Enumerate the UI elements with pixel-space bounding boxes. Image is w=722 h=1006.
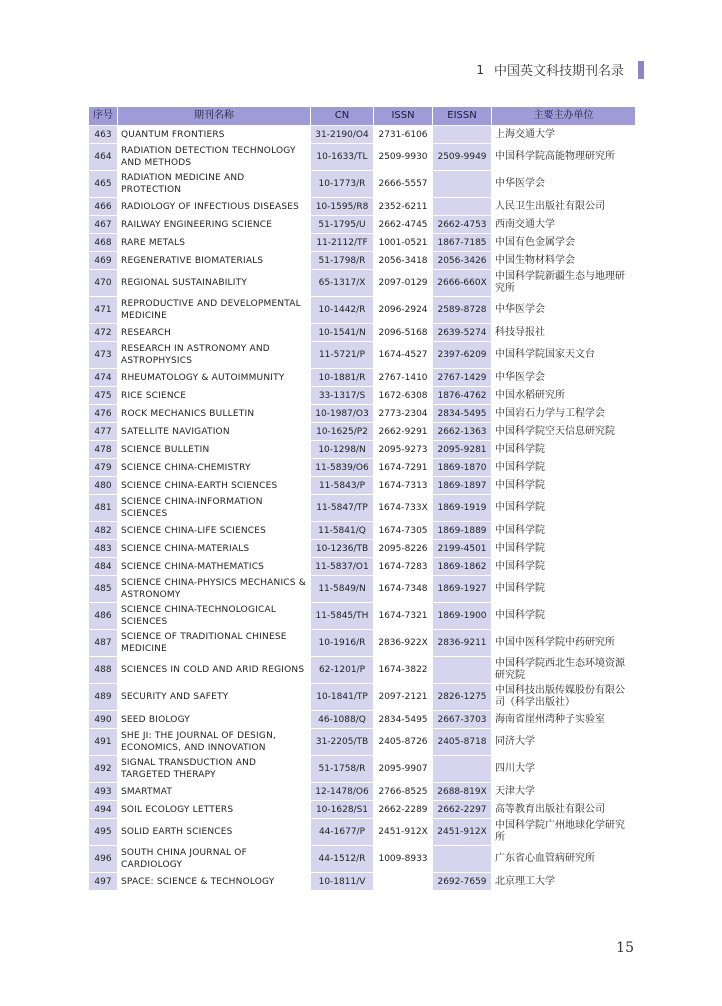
cell-no: 467 [89,216,118,234]
cell-eissn: 2767-1429 [433,369,492,387]
cell-journal-name: SOIL ECOLOGY LETTERS [118,801,311,819]
cell-journal-name: RARE METALS [118,234,311,252]
cell-no: 479 [89,459,118,477]
cell-organization: 中华医学会 [492,369,636,387]
cell-organization: 天津大学 [492,783,636,801]
cell-organization: 中华医学会 [492,171,636,198]
table-body [89,126,636,891]
cell-eissn: 2509-9949 [433,144,492,171]
cell-issn: 2352-6211 [374,198,433,216]
cell-issn: 2767-1410 [374,369,433,387]
cell-cn: 10-1916/R [311,630,374,657]
table-row [89,729,636,756]
cell-issn: 2095-9907 [374,756,433,783]
cell-issn: 2731-6106 [374,126,433,144]
cell-organization: 高等教育出版社有限公司 [492,801,636,819]
cell-organization: 中国科学院新疆生态与地理研究所 [492,270,636,297]
cell-cn: 10-1811/V [311,873,374,891]
cell-organization: 中国生物材料学会 [492,252,636,270]
cell-cn: 31-2205/TB [311,729,374,756]
cell-issn: 2096-5168 [374,324,433,342]
column-header-issn: ISSN [374,107,433,126]
cell-no: 492 [89,756,118,783]
cell-issn: 2662-9291 [374,423,433,441]
cell-eissn: 1869-1897 [433,477,492,495]
table-row [89,756,636,783]
cell-no: 493 [89,783,118,801]
cell-journal-name: SHE JI: THE JOURNAL OF DESIGN, ECONOMICS, AND INNOVATION [118,729,311,756]
table-row [89,711,636,729]
cell-organization: 中国科学院 [492,477,636,495]
cell-journal-name: SCIENCES IN COLD AND ARID REGIONS [118,657,311,684]
cell-cn: 11-5845/TH [311,603,374,630]
cell-organization: 中国科学院 [492,558,636,576]
table-row [89,657,636,684]
cell-journal-name: REPRODUCTIVE AND DEVELOPMENTAL MEDICINE [118,297,311,324]
table-row [89,522,636,540]
cell-issn: 1672-6308 [374,387,433,405]
cell-no: 465 [89,171,118,198]
header-accent-bar [638,61,644,79]
cell-cn: 11-5721/P [311,342,374,369]
cell-no: 469 [89,252,118,270]
cell-organization: 上海交通大学 [492,126,636,144]
cell-journal-name: SCIENCE OF TRADITIONAL CHINESE MEDICINE [118,630,311,657]
cell-organization: 北京理工大学 [492,873,636,891]
cell-issn: 1674-7305 [374,522,433,540]
cell-no: 482 [89,522,118,540]
cell-journal-name: SOUTH CHINA JOURNAL OF CARDIOLOGY [118,846,311,873]
cell-eissn: 1867-7185 [433,234,492,252]
table-row [89,801,636,819]
cell-issn: 2836-922X [374,630,433,657]
cell-cn: 10-1595/R8 [311,198,374,216]
cell-organization: 中国科学院国家天文台 [492,342,636,369]
cell-no: 496 [89,846,118,873]
cell-eissn: 2834-5495 [433,405,492,423]
cell-cn: 10-1987/O3 [311,405,374,423]
cell-issn: 1674-7283 [374,558,433,576]
cell-no: 471 [89,297,118,324]
table-row [89,630,636,657]
cell-issn: 2773-2304 [374,405,433,423]
cell-issn: 1674-3822 [374,657,433,684]
table-row [89,324,636,342]
cell-no: 490 [89,711,118,729]
cell-journal-name: RICE SCIENCE [118,387,311,405]
cell-organization: 中国科学院 [492,441,636,459]
cell-issn: 1009-8933 [374,846,433,873]
cell-issn: 1001-0521 [374,234,433,252]
cell-eissn: 2056-3426 [433,252,492,270]
cell-eissn [433,756,492,783]
table-row [89,477,636,495]
cell-cn: 10-1541/N [311,324,374,342]
table-row [89,603,636,630]
cell-no: 483 [89,540,118,558]
cell-cn: 44-1512/R [311,846,374,873]
cell-cn: 51-1758/R [311,756,374,783]
cell-issn: 1674-7291 [374,459,433,477]
cell-issn: 1674-4527 [374,342,433,369]
cell-issn: 2662-2289 [374,801,433,819]
cell-no: 488 [89,657,118,684]
table-row [89,369,636,387]
cell-organization: 人民卫生出版社有限公司 [492,198,636,216]
cell-journal-name: SCIENCE CHINA-EARTH SCIENCES [118,477,311,495]
table-row [89,144,636,171]
cell-organization: 中国科学院 [492,522,636,540]
table-row [89,495,636,522]
cell-journal-name: RADIATION DETECTION TECHNOLOGY AND METHODS [118,144,311,171]
table-row [89,684,636,711]
column-header-eissn: EISSN [433,107,492,126]
cell-journal-name: SCIENCE BULLETIN [118,441,311,459]
cell-eissn: 2397-6209 [433,342,492,369]
table-row [89,576,636,603]
cell-cn: 10-1841/TP [311,684,374,711]
cell-issn: 2096-2924 [374,297,433,324]
cell-journal-name: SECURITY AND SAFETY [118,684,311,711]
cell-issn: 2405-8726 [374,729,433,756]
cell-issn [374,873,433,891]
cell-journal-name: SCIENCE CHINA-INFORMATION SCIENCES [118,495,311,522]
cell-journal-name: RADIATION MEDICINE AND PROTECTION [118,171,311,198]
cell-issn: 2451-912X [374,819,433,846]
cell-journal-name: RESEARCH IN ASTRONOMY AND ASTROPHYSICS [118,342,311,369]
cell-no: 486 [89,603,118,630]
cell-cn: 46-1088/Q [311,711,374,729]
cell-eissn: 2095-9281 [433,441,492,459]
cell-journal-name: SCIENCE CHINA-LIFE SCIENCES [118,522,311,540]
cell-issn: 2766-8525 [374,783,433,801]
cell-no: 487 [89,630,118,657]
cell-eissn: 2836-9211 [433,630,492,657]
cell-organization: 中国水稻研究所 [492,387,636,405]
cell-organization: 中国科学院 [492,576,636,603]
cell-organization: 科技导报社 [492,324,636,342]
cell-organization: 中华医学会 [492,297,636,324]
cell-eissn [433,198,492,216]
cell-issn: 2662-4745 [374,216,433,234]
cell-issn: 2095-9273 [374,441,433,459]
cell-no: 477 [89,423,118,441]
cell-eissn [433,126,492,144]
cell-journal-name: SCIENCE CHINA-MATERIALS [118,540,311,558]
cell-no: 480 [89,477,118,495]
cell-issn: 2666-5557 [374,171,433,198]
column-header-name: 期刊名称 [118,107,311,126]
cell-organization: 中国科学院 [492,603,636,630]
table-row [89,846,636,873]
cell-eissn: 1869-1900 [433,603,492,630]
cell-organization: 四川大学 [492,756,636,783]
table-header-row [89,107,636,126]
cell-no: 484 [89,558,118,576]
cell-cn: 11-5837/O1 [311,558,374,576]
cell-no: 481 [89,495,118,522]
cell-cn: 10-1773/R [311,171,374,198]
cell-no: 474 [89,369,118,387]
cell-organization: 同济大学 [492,729,636,756]
cell-journal-name: SIGNAL TRANSDUCTION AND TARGETED THERAPY [118,756,311,783]
cell-eissn: 2662-1363 [433,423,492,441]
cell-organization: 广东省心血管病研究所 [492,846,636,873]
cell-organization: 中国科学院空天信息研究院 [492,423,636,441]
journal-table [88,106,636,891]
table-row [89,270,636,297]
table-row [89,405,636,423]
cell-issn: 2056-3418 [374,252,433,270]
cell-organization: 中国科学院 [492,495,636,522]
table-row [89,387,636,405]
cell-no: 466 [89,198,118,216]
cell-cn: 10-1236/TB [311,540,374,558]
cell-issn: 1674-7348 [374,576,433,603]
cell-cn: 65-1317/X [311,270,374,297]
cell-cn: 12-1478/O6 [311,783,374,801]
cell-cn: 31-2190/O4 [311,126,374,144]
cell-organization: 西南交通大学 [492,216,636,234]
cell-journal-name: RHEUMATOLOGY & AUTOIMMUNITY [118,369,311,387]
cell-eissn [433,846,492,873]
cell-journal-name: SEED BIOLOGY [118,711,311,729]
cell-journal-name: SCIENCE CHINA-TECHNOLOGICAL SCIENCES [118,603,311,630]
cell-journal-name: SOLID EARTH SCIENCES [118,819,311,846]
table-row [89,252,636,270]
cell-eissn [433,657,492,684]
cell-no: 464 [89,144,118,171]
cell-eissn: 1869-1870 [433,459,492,477]
cell-cn: 10-1633/TL [311,144,374,171]
cell-organization: 中国科学院广州地球化学研究所 [492,819,636,846]
cell-journal-name: REGENERATIVE BIOMATERIALS [118,252,311,270]
cell-cn: 62-1201/P [311,657,374,684]
table-row [89,198,636,216]
cell-no: 470 [89,270,118,297]
cell-eissn: 2662-2297 [433,801,492,819]
cell-eissn: 1869-1919 [433,495,492,522]
cell-issn: 1674-7321 [374,603,433,630]
cell-journal-name: ROCK MECHANICS BULLETIN [118,405,311,423]
cell-issn: 2095-8226 [374,540,433,558]
cell-cn: 51-1795/U [311,216,374,234]
table-row [89,423,636,441]
cell-eissn: 2451-912X [433,819,492,846]
cell-cn: 11-5849/N [311,576,374,603]
running-header [476,60,644,79]
cell-eissn: 1869-1889 [433,522,492,540]
cell-journal-name: RESEARCH [118,324,311,342]
cell-journal-name: SPACE: SCIENCE & TECHNOLOGY [118,873,311,891]
cell-eissn: 2589-8728 [433,297,492,324]
cell-eissn: 2688-819X [433,783,492,801]
cell-eissn: 1869-1927 [433,576,492,603]
table-row [89,459,636,477]
cell-issn: 1674-733X [374,495,433,522]
cell-eissn: 2692-7659 [433,873,492,891]
table-row [89,126,636,144]
section-title: 中国英文科技期刊名录 [493,64,624,79]
cell-journal-name: REGIONAL SUSTAINABILITY [118,270,311,297]
cell-no: 478 [89,441,118,459]
cell-issn: 2097-0129 [374,270,433,297]
cell-cn: 10-1298/N [311,441,374,459]
cell-organization: 中国科学院 [492,540,636,558]
cell-eissn [433,171,492,198]
cell-journal-name: SCIENCE CHINA-CHEMISTRY [118,459,311,477]
cell-no: 494 [89,801,118,819]
section-number: 1 [476,62,484,77]
cell-eissn: 2826-1275 [433,684,492,711]
cell-cn: 33-1317/S [311,387,374,405]
column-header-org: 主要主办单位 [492,107,636,126]
cell-eissn: 1876-4762 [433,387,492,405]
cell-no: 495 [89,819,118,846]
cell-eissn: 2666-660X [433,270,492,297]
table-row [89,783,636,801]
cell-cn: 10-1628/S1 [311,801,374,819]
cell-cn: 11-5843/P [311,477,374,495]
cell-cn: 44-1677/P [311,819,374,846]
cell-issn: 1674-7313 [374,477,433,495]
column-header-no: 序号 [89,107,118,126]
cell-cn: 11-5841/Q [311,522,374,540]
cell-issn: 2834-5495 [374,711,433,729]
table-row [89,171,636,198]
cell-cn: 11-5847/TP [311,495,374,522]
table-row [89,234,636,252]
cell-journal-name: RAILWAY ENGINEERING SCIENCE [118,216,311,234]
cell-issn: 2097-2121 [374,684,433,711]
cell-organization: 中国岩石力学与工程学会 [492,405,636,423]
cell-journal-name: SMARTMAT [118,783,311,801]
cell-cn: 10-1442/R [311,297,374,324]
cell-no: 497 [89,873,118,891]
cell-eissn: 1869-1862 [433,558,492,576]
cell-eissn: 2667-3703 [433,711,492,729]
table-row [89,873,636,891]
cell-no: 463 [89,126,118,144]
table-row [89,819,636,846]
cell-no: 489 [89,684,118,711]
table-row [89,558,636,576]
page-number: 15 [616,940,634,956]
cell-no: 473 [89,342,118,369]
cell-eissn: 2405-8718 [433,729,492,756]
cell-organization: 中国有色金属学会 [492,234,636,252]
cell-eissn: 2662-4753 [433,216,492,234]
cell-journal-name: SCIENCE CHINA-PHYSICS MECHANICS & ASTRONOMY [118,576,311,603]
cell-no: 491 [89,729,118,756]
cell-organization: 中国中医科学院中药研究所 [492,630,636,657]
cell-journal-name: SCIENCE CHINA-MATHEMATICS [118,558,311,576]
cell-journal-name: SATELLITE NAVIGATION [118,423,311,441]
cell-cn: 51-1798/R [311,252,374,270]
cell-no: 472 [89,324,118,342]
table-row [89,342,636,369]
cell-cn: 10-1625/P2 [311,423,374,441]
cell-journal-name: RADIOLOGY OF INFECTIOUS DISEASES [118,198,311,216]
cell-cn: 11-5839/O6 [311,459,374,477]
cell-cn: 11-2112/TF [311,234,374,252]
cell-organization: 中国科学院西北生态环境资源研究院 [492,657,636,684]
cell-eissn: 2199-4501 [433,540,492,558]
table-row [89,441,636,459]
cell-organization: 中国科技出版传媒股份有限公司（科学出版社） [492,684,636,711]
cell-no: 475 [89,387,118,405]
cell-organization: 中国科学院 [492,459,636,477]
table-row [89,216,636,234]
cell-issn: 2509-9930 [374,144,433,171]
cell-no: 468 [89,234,118,252]
table-row [89,297,636,324]
cell-eissn: 2639-5274 [433,324,492,342]
cell-journal-name: QUANTUM FRONTIERS [118,126,311,144]
cell-no: 476 [89,405,118,423]
cell-organization: 海南省崖州湾种子实验室 [492,711,636,729]
cell-organization: 中国科学院高能物理研究所 [492,144,636,171]
column-header-cn: CN [311,107,374,126]
cell-cn: 10-1881/R [311,369,374,387]
cell-no: 485 [89,576,118,603]
table-row [89,540,636,558]
